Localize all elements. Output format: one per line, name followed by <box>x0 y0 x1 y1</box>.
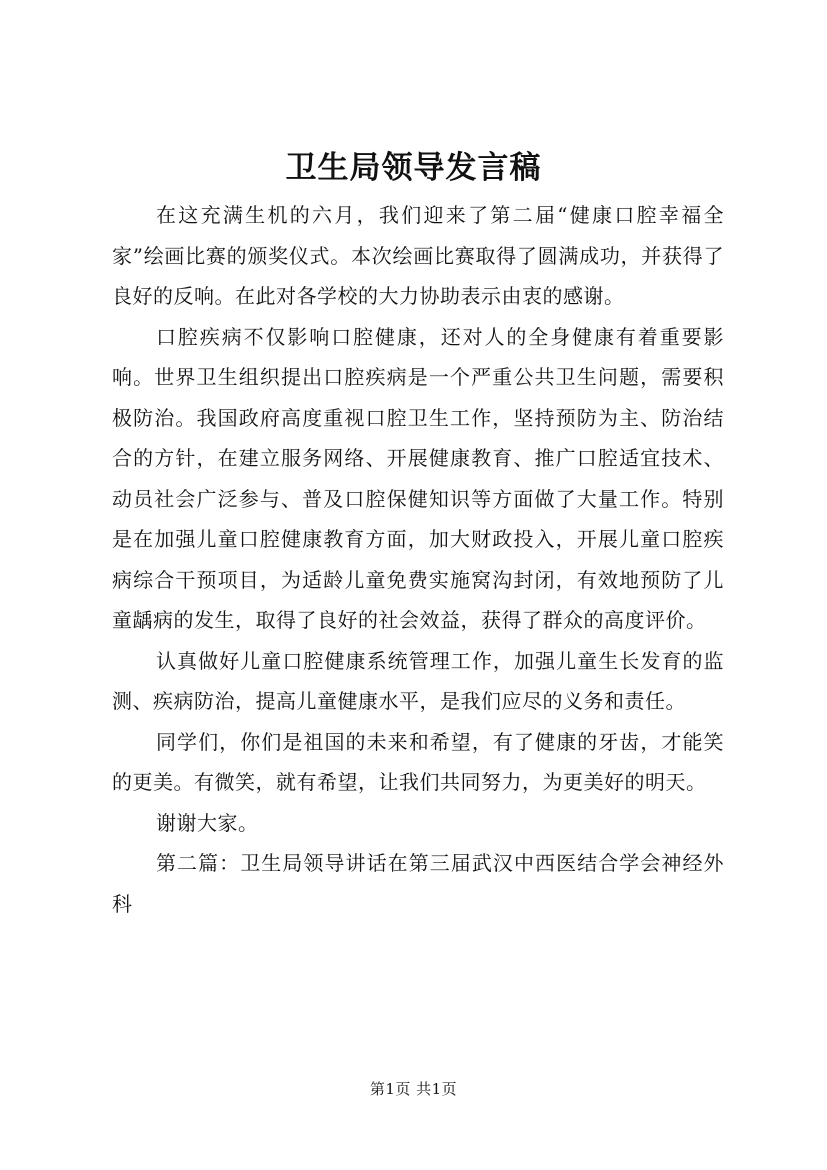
paragraph-2: 口腔疾病不仅影响口腔健康，还对人的全身健康有着重要影响。世界卫生组织提出口腔疾病是一个严重公共卫生问题，需要积极防治。我国政府高度重视口腔卫生工作，坚持预防为主、防治结合的方针，在建立服务网络、开展健康教育、推广口腔适宜技术、动员社会广泛参与、普及口腔保健知识等方面做了大量工作。特别是在加强儿童口腔健康教育方面，加大财政投入，开展儿童口腔疾病综合干预项目，为适龄儿童免费实施窝沟封闭，有效地预防了儿童龋病的发生，取得了良好的社会效益，获得了群众的高度评价。 <box>112 324 724 632</box>
document-title: 卫生局领导发言稿 <box>285 150 542 186</box>
paragraph-5: 谢谢大家。 <box>156 810 259 835</box>
document-body <box>112 195 724 924</box>
paragraph-4: 同学们，你们是祖国的未来和希望，有了健康的牙齿，才能笑的更美。有微笑，就有希望，让我们共同努力，为更美好的明天。 <box>112 729 724 794</box>
paragraph-1: 在这充满生机的六月，我们迎来了第二届“健康口腔幸福全家”绘画比赛的颁奖仪式。本次绘画比赛取得了圆满成功，并获得了良好的反响。在此对各学校的大力协助表示由衷的感谢。 <box>112 203 724 308</box>
paragraph-3: 认真做好儿童口腔健康系统管理工作，加强儿童生长发育的监测、疾病防治，提高儿童健康水平，是我们应尽的义务和责任。 <box>112 648 724 713</box>
paragraph-6: 第二篇：卫生局领导讲话在第三届武汉中西医结合学会神经外科 <box>112 851 724 916</box>
page-footer: 第1页 共1页 <box>369 1080 458 1098</box>
